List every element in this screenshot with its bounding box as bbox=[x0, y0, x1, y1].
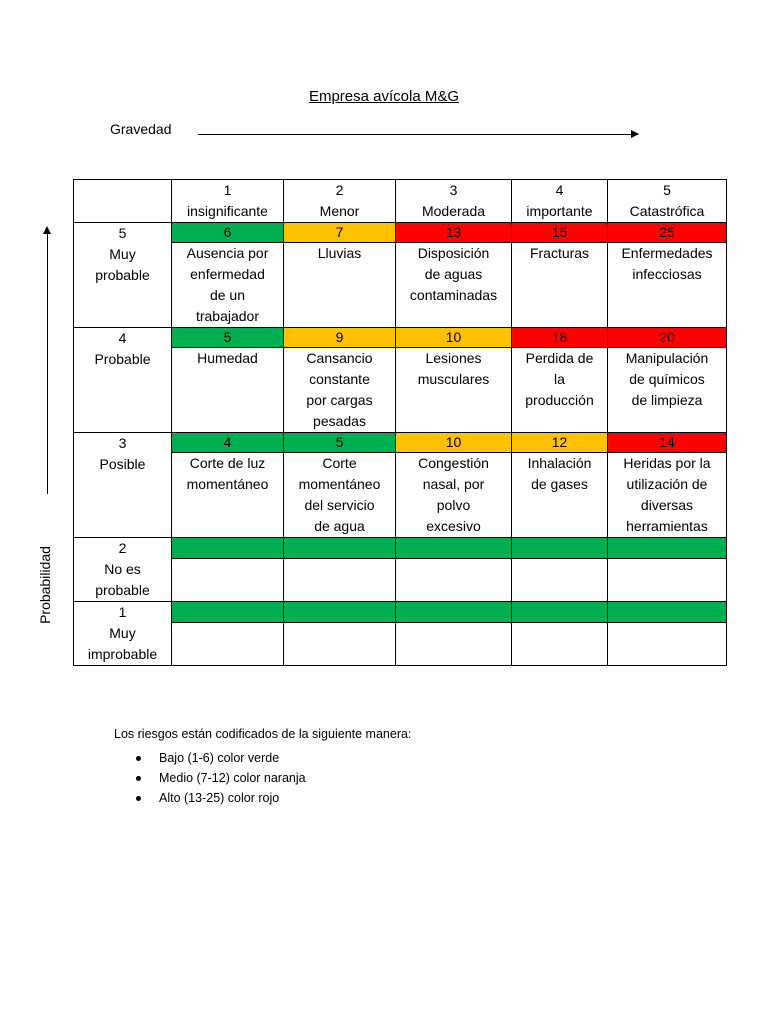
risk-description-cell: Corte de luz momentáneo bbox=[172, 453, 284, 538]
severity-arrow-icon bbox=[198, 134, 638, 135]
risk-description-cell: Congestión nasal, por polvo excesivo bbox=[396, 453, 512, 538]
risk-description-cell: Enfermedades infecciosas bbox=[608, 243, 727, 328]
risk-description-row bbox=[74, 558, 727, 601]
risk-description-cell: Heridas por la utilización de diversas herramientas bbox=[608, 453, 727, 538]
risk-value-cell: 25 bbox=[608, 223, 727, 243]
risk-value-cell: 15 bbox=[512, 223, 608, 243]
risk-description-cell: Lluvias bbox=[284, 243, 396, 328]
risk-description-cell bbox=[284, 622, 396, 665]
risk-description-cell: Corte momentáneo del servicio de agua bbox=[284, 453, 396, 538]
risk-description-cell: Cansancio constante por cargas pesadas bbox=[284, 348, 396, 433]
risk-value-cell: 12 bbox=[512, 433, 608, 453]
corner-cell bbox=[74, 180, 172, 223]
risk-description-cell: Fracturas bbox=[512, 243, 608, 328]
risk-value-cell: 13 bbox=[396, 223, 512, 243]
legend-item-high: Alto (13-25) color rojo bbox=[114, 788, 306, 808]
risk-description-cell bbox=[608, 622, 727, 665]
risk-value-cell: 9 bbox=[284, 328, 396, 348]
severity-header-1: 1 insignificante bbox=[172, 180, 284, 223]
document-title: Empresa avícola M&G bbox=[308, 88, 460, 105]
risk-value-cell: 10 bbox=[396, 328, 512, 348]
probability-arrow-icon bbox=[47, 228, 48, 494]
risk-value-cell: 10 bbox=[396, 433, 512, 453]
risk-description-cell: Perdida de la producción bbox=[512, 348, 608, 433]
risk-value-cell bbox=[284, 538, 396, 559]
probability-axis-label: Probabilidad bbox=[37, 546, 53, 624]
severity-axis-label: Gravedad bbox=[110, 121, 172, 137]
risk-description-row bbox=[74, 348, 727, 433]
severity-header-row bbox=[74, 180, 727, 223]
risk-value-cell: 18 bbox=[512, 328, 608, 348]
risk-description-cell bbox=[284, 558, 396, 601]
legend-list bbox=[114, 748, 306, 808]
risk-description-row bbox=[74, 453, 727, 538]
risk-value-cell: 4 bbox=[172, 433, 284, 453]
probability-label-cell: 4 Probable bbox=[74, 328, 172, 433]
risk-value-cell bbox=[608, 538, 727, 559]
risk-description-row bbox=[74, 622, 727, 665]
severity-header-5: 5 Catastrófica bbox=[608, 180, 727, 223]
risk-description-cell: Ausencia por enfermedad de un trabajador bbox=[172, 243, 284, 328]
risk-description-cell bbox=[608, 558, 727, 601]
probability-label-cell: 5 Muy probable bbox=[74, 223, 172, 328]
risk-value-cell: 6 bbox=[172, 223, 284, 243]
risk-value-cell: 5 bbox=[284, 433, 396, 453]
risk-value-cell: 7 bbox=[284, 223, 396, 243]
risk-description-cell bbox=[172, 622, 284, 665]
risk-description-cell bbox=[512, 622, 608, 665]
risk-value-row bbox=[74, 223, 727, 243]
risk-description-cell: Humedad bbox=[172, 348, 284, 433]
risk-description-cell: Inhalación de gases bbox=[512, 453, 608, 538]
risk-matrix-table bbox=[73, 179, 727, 666]
risk-value-row bbox=[74, 433, 727, 453]
probability-label-cell: 2 No es probable bbox=[74, 538, 172, 602]
risk-value-cell bbox=[512, 602, 608, 623]
risk-value-cell bbox=[396, 538, 512, 559]
risk-value-row bbox=[74, 538, 727, 559]
severity-header-4: 4 importante bbox=[512, 180, 608, 223]
risk-value-cell bbox=[396, 602, 512, 623]
legend-item-low: Bajo (1-6) color verde bbox=[114, 748, 306, 768]
severity-header-3: 3 Moderada bbox=[396, 180, 512, 223]
risk-description-cell: Disposición de aguas contaminadas bbox=[396, 243, 512, 328]
risk-value-cell bbox=[172, 602, 284, 623]
risk-value-cell: 20 bbox=[608, 328, 727, 348]
probability-label-cell: 1 Muy improbable bbox=[74, 602, 172, 666]
risk-description-row bbox=[74, 243, 727, 328]
probability-label-cell: 3 Posible bbox=[74, 433, 172, 538]
risk-value-cell bbox=[172, 538, 284, 559]
legend-intro: Los riesgos están codificados de la siguiente manera: bbox=[114, 727, 412, 741]
risk-value-cell bbox=[608, 602, 727, 623]
risk-value-row bbox=[74, 328, 727, 348]
risk-value-cell: 14 bbox=[608, 433, 727, 453]
risk-value-cell: 5 bbox=[172, 328, 284, 348]
risk-description-cell: Lesiones musculares bbox=[396, 348, 512, 433]
legend-item-medium: Medio (7-12) color naranja bbox=[114, 768, 306, 788]
risk-description-cell bbox=[396, 622, 512, 665]
risk-value-cell bbox=[284, 602, 396, 623]
risk-description-cell bbox=[396, 558, 512, 601]
risk-value-cell bbox=[512, 538, 608, 559]
severity-header-2: 2 Menor bbox=[284, 180, 396, 223]
risk-description-cell bbox=[512, 558, 608, 601]
risk-description-cell bbox=[172, 558, 284, 601]
risk-value-row bbox=[74, 602, 727, 623]
risk-description-cell: Manipulación de químicos de limpieza bbox=[608, 348, 727, 433]
